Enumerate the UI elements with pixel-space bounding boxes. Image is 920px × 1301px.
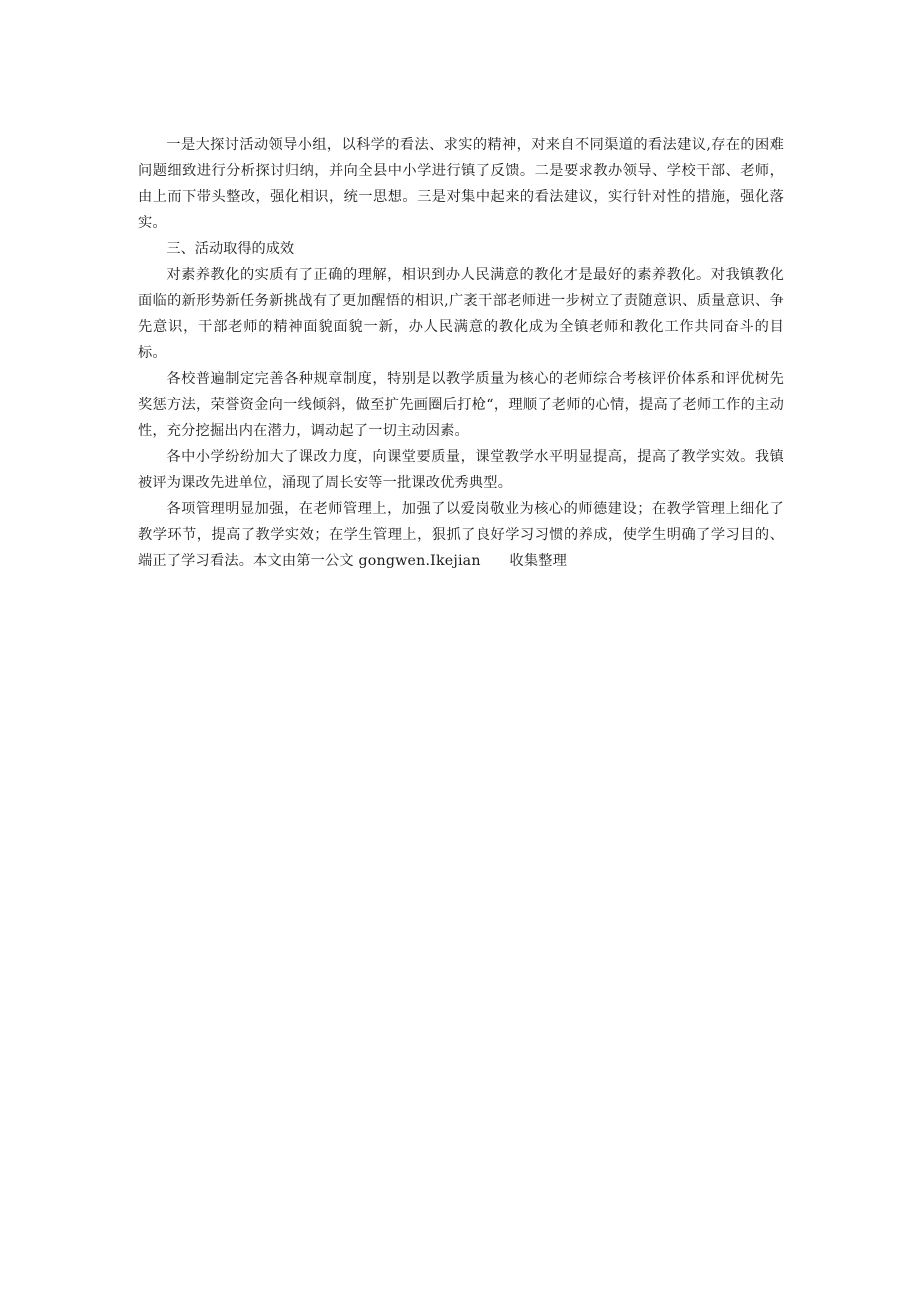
- section-heading-results: 三、活动取得的成效: [166, 241, 295, 257]
- document-body: [138, 132, 784, 574]
- paragraph-regulations: 各校普遍制定完善各种规章制度，特别是以教学质量为核心的老师综合考核评价体系和评优树先奖惩方法，荣誉资金向一线倾斜，做至扩先画圈后打枪“，理顺了老师的心情，提高了老师工作的主动性，充分挖掘出内在潜力，调动起了一切主动因素。: [138, 371, 784, 439]
- paragraph-management: 各项管理明显加强，在老师管理上，加强了以爱岗敬业为核心的师德建设；在教学管理上细化了教学环节，提高了教学实效；在学生管理上，狠抓了良好学习习惯的养成，使学生明确了学习目的、端正了学习看法。本文由第一公文 gongwen.Ikejian 收集整理: [138, 501, 784, 569]
- paragraph-understanding: 对素养教化的实质有了正确的理解，相识到办人民满意的教化才是最好的素养教化。对我镇教化面临的新形势新任务新挑战有了更加醒悟的相识,广袤干部老师进一步树立了责随意识、质量意识、争先意识，干部老师的精神面貌面貌一新，办人民满意的教化成为全镇老师和教化工作共同奋斗的目标。: [138, 267, 784, 361]
- paragraph-curriculum-reform: 各中小学纷纷加大了课改力度，向课堂要质量，课堂教学水平明显提高，提高了教学实效。我镇被评为课改先进单位，涌现了周长安等一批课改优秀典型。: [138, 449, 784, 491]
- paragraph-feedback-measures: 一是大探讨活动领导小组，以科学的看法、求实的精神，对来自不同渠道的看法建议,存在的困难问题细致进行分析探讨归纳，并向全县中小学进行镇了反馈。二是要求教办领导、学校干部、老师，由上而下带头整改，强化相识，统一思想。三是对集中起来的看法建议，实行针对性的措施，强化落实。: [138, 137, 784, 231]
